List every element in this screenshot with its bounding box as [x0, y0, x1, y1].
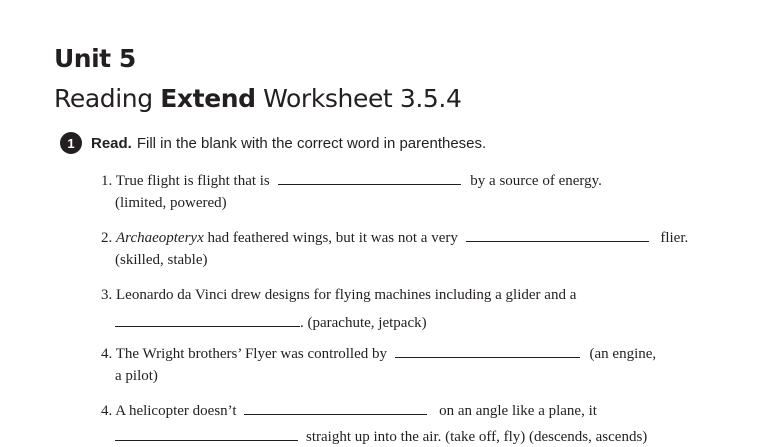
question-text: had feathered wings, but it was not a very	[207, 230, 458, 246]
instruction-row	[60, 131, 486, 155]
answer-blank[interactable]	[244, 400, 427, 415]
question-text-end: by a source of energy.	[470, 173, 602, 189]
question-1	[101, 170, 602, 191]
title-emphasis: Extend	[160, 84, 256, 113]
title-prefix: Reading	[54, 84, 161, 113]
question-1-options: (limited, powered)	[115, 195, 227, 211]
question-number: 1.	[101, 173, 113, 189]
question-options: (an engine,	[589, 346, 657, 362]
worksheet-title	[54, 83, 461, 115]
answer-blank[interactable]	[115, 426, 298, 441]
unit-heading: Unit 5	[54, 44, 136, 73]
question-5	[101, 400, 597, 421]
question-number: 3.	[101, 287, 113, 303]
question-3-continuation	[115, 312, 427, 333]
question-number: 4.	[101, 403, 113, 419]
question-text-middle: on an angle like a plane, it	[439, 403, 597, 419]
answer-blank[interactable]	[466, 227, 649, 242]
question-text: True flight is flight that is	[115, 173, 270, 189]
instruction-verb: Read.	[91, 134, 132, 152]
question-options: straight up into the air. (take off, fly) (descends, ascends)	[306, 429, 648, 445]
question-2	[101, 227, 688, 248]
question-2-options: (skilled, stable)	[115, 252, 208, 268]
question-4-options: a pilot)	[115, 368, 158, 384]
question-number: 2.	[101, 230, 113, 246]
answer-blank[interactable]	[278, 170, 461, 185]
question-4	[101, 343, 656, 364]
instruction-text: Fill in the blank with the correct word in parentheses.	[136, 134, 487, 152]
question-text: The Wright brothers’ Flyer was controlled by	[115, 346, 388, 362]
question-text-end: flier.	[660, 230, 689, 246]
question-5-continuation	[115, 426, 647, 447]
question-text: A helicopter doesn’t	[115, 403, 237, 419]
question-number: 4.	[101, 346, 113, 362]
title-suffix: Worksheet 3.5.4	[255, 84, 462, 113]
question-text: Leonardo da Vinci drew designs for flying machines including a glider and a	[116, 287, 577, 303]
answer-blank[interactable]	[115, 312, 300, 327]
question-options: . (parachute, jetpack)	[300, 315, 427, 331]
step-number-badge: 1	[60, 132, 82, 154]
species-name: Archaeopteryx	[116, 230, 204, 246]
answer-blank[interactable]	[395, 343, 580, 358]
question-3	[101, 285, 576, 305]
